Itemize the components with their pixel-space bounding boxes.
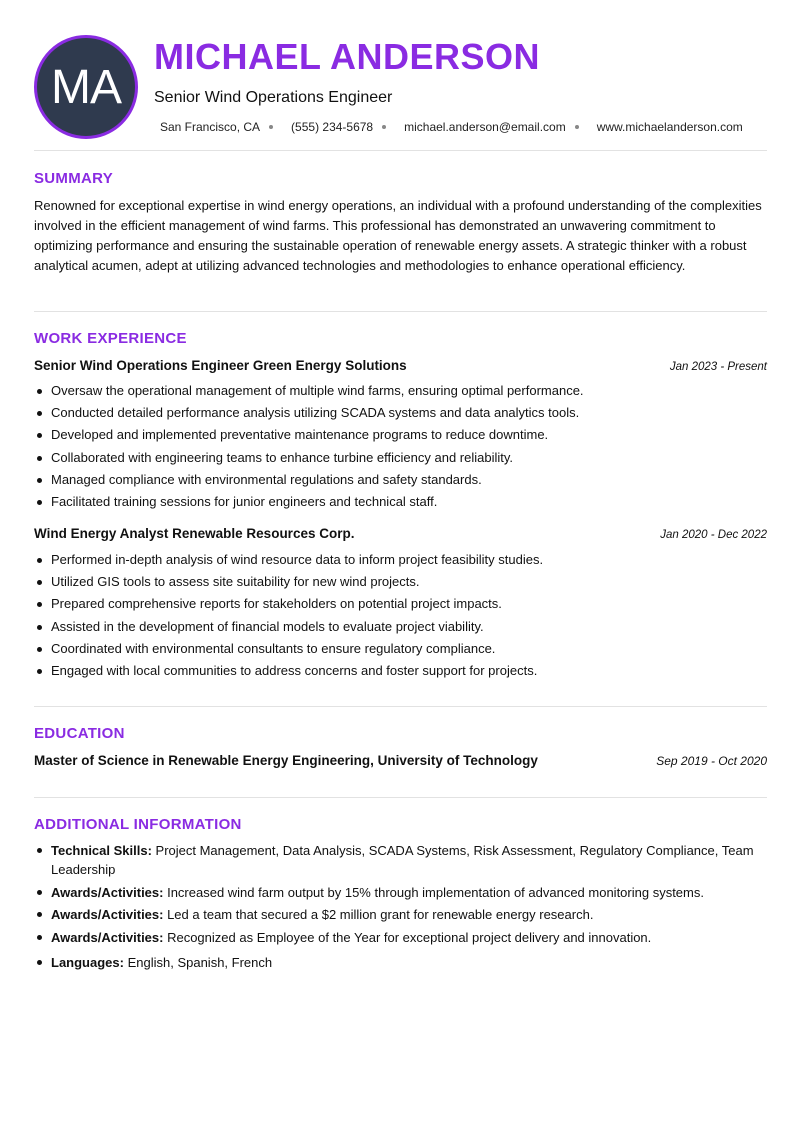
summary-heading: SUMMARY — [34, 170, 114, 187]
list-item: Performed in-depth analysis of wind resource data to inform project feasibility studies. — [34, 549, 769, 571]
job-title: Wind Energy Analyst Renewable Resources Corp. — [34, 526, 355, 541]
section-divider — [34, 150, 767, 151]
info-text: Led a team that secured a $2 million grant for renewable energy research. — [163, 907, 594, 922]
job-header — [34, 358, 767, 373]
list-item: Facilitated training sessions for junior engineers and technical staff. — [34, 491, 769, 513]
list-item: Collaborated with engineering teams to enhance turbine efficiency and reliability. — [34, 447, 769, 469]
list-item: Utilized GIS tools to assess site suitability for new wind projects. — [34, 571, 769, 593]
education-dates: Sep 2019 - Oct 2020 — [656, 754, 767, 768]
avatar — [34, 35, 138, 139]
job-bullets — [34, 380, 769, 513]
info-text: Recognized as Employee of the Year for exceptional project delivery and innovation. — [163, 929, 652, 945]
info-text: Project Management, Data Analysis, SCADA Systems, Risk Assessment, Regulatory Compliance, Team Leadership — [51, 843, 754, 877]
job-header — [34, 526, 767, 541]
info-label: Awards/Activities: — [51, 884, 164, 900]
info-label: Awards/Activities: — [51, 929, 164, 945]
section-divider — [34, 706, 767, 707]
education-heading: EDUCATION — [34, 725, 125, 742]
candidate-role: Senior Wind Operations Engineer — [154, 89, 393, 106]
section-divider — [34, 311, 767, 312]
list-item — [34, 953, 764, 972]
candidate-name: MICHAEL ANDERSON — [154, 36, 541, 77]
job-dates: Jan 2023 - Present — [669, 361, 767, 373]
separator-dot-icon — [382, 125, 386, 129]
info-label: Awards/Activities: — [51, 907, 164, 922]
job-dates: Jan 2020 - Dec 2022 — [660, 529, 767, 541]
list-item: Managed compliance with environmental regulations and safety standards. — [34, 469, 769, 491]
list-item: Prepared comprehensive reports for stakeholders on potential project impacts. — [34, 593, 769, 615]
list-item: Developed and implemented preventative maintenance programs to reduce downtime. — [34, 424, 769, 446]
info-text: English, Spanish, French — [123, 954, 273, 970]
additional-info-heading: ADDITIONAL INFORMATION — [34, 816, 242, 833]
education-entry — [34, 753, 767, 768]
work-experience-heading: WORK EXPERIENCE — [34, 330, 187, 347]
list-item: Oversaw the operational management of multiple wind farms, ensuring optimal performance. — [34, 380, 769, 402]
list-item: Engaged with local communities to address concerns and foster support for projects. — [34, 660, 769, 682]
contact-email[interactable]: michael.anderson@email.com — [404, 120, 597, 134]
info-text: Increased wind farm output by 15% through implementation of advanced monitoring systems. — [163, 884, 704, 900]
list-item: Coordinated with environmental consultants to ensure regulatory compliance. — [34, 638, 769, 660]
additional-info-list — [34, 841, 764, 975]
list-item: Conducted detailed performance analysis utilizing SCADA systems and data analytics tools. — [34, 402, 769, 424]
avatar-initials: MA — [51, 60, 121, 114]
summary-text: Renowned for exceptional expertise in wind energy operations, an individual with a profound understanding of the complexities involved in the efficient management of wind farms. This professional has demonstrated an unwavering commitment to optimizing performance and ensuring the sustainable operation of renewable energy assets. A strategic thinker with a robust analytical acumen, adept at utilizing advanced technologies and methodologies to enhance operational efficiency. — [34, 198, 762, 273]
contact-location: San Francisco, CA — [160, 120, 291, 134]
list-item — [34, 841, 764, 879]
contact-line — [160, 120, 743, 134]
list-item — [34, 905, 764, 924]
list-item — [34, 928, 764, 947]
info-label: Technical Skills: — [51, 843, 152, 858]
info-label: Languages: — [51, 954, 124, 970]
separator-dot-icon — [269, 125, 273, 129]
list-item: Assisted in the development of financial models to evaluate project viability. — [34, 616, 769, 638]
section-divider — [34, 797, 767, 798]
list-item — [34, 883, 764, 902]
contact-phone: (555) 234-5678 — [291, 120, 404, 134]
job-title: Senior Wind Operations Engineer Green Energy Solutions — [34, 358, 407, 373]
education-degree: Master of Science in Renewable Energy Engineering, University of Technology — [34, 753, 538, 768]
contact-website[interactable]: www.michaelanderson.com — [596, 120, 743, 134]
separator-dot-icon — [575, 125, 579, 129]
job-bullets — [34, 549, 769, 682]
